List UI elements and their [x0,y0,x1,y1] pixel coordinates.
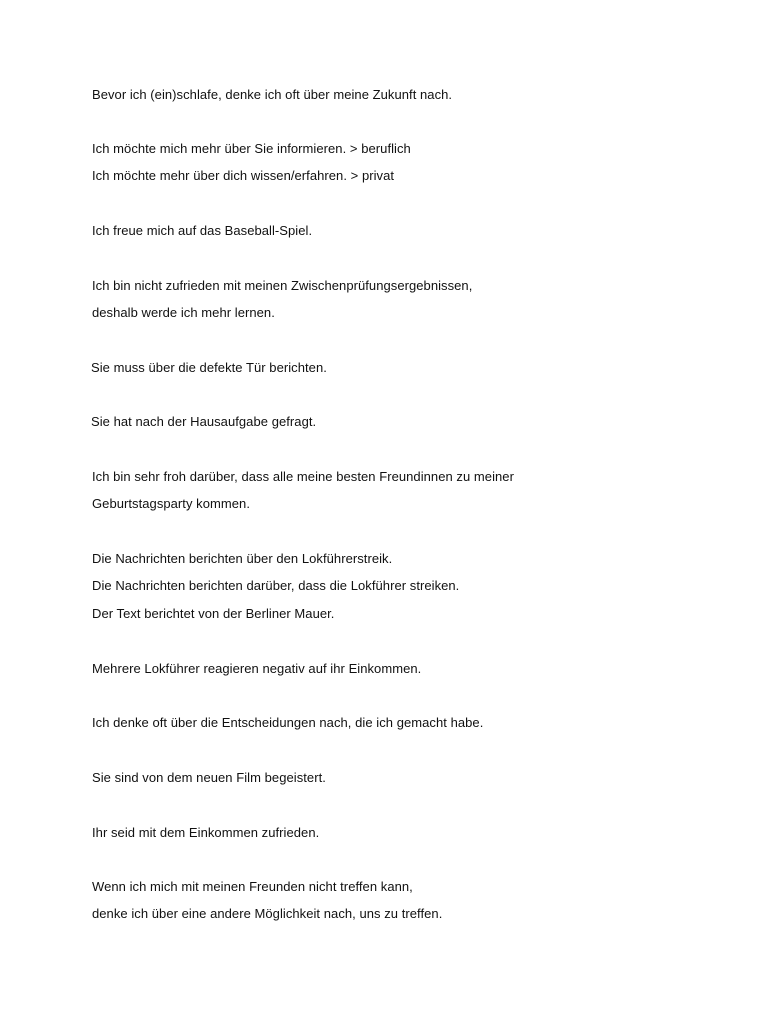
sentence-line: Sie sind von dem neuen Film begeistert. [92,770,326,785]
sentence-line: Ich möchte mich mehr über Sie informieren. > beruflich [92,141,411,156]
sentence-line: Sie muss über die defekte Tür berichten. [91,360,327,375]
sentence-line: Ich freue mich auf das Baseball-Spiel. [92,223,313,238]
sentence-line: Ich bin nicht zufrieden mit meinen Zwischenprüfungsergebnissen, [92,278,473,293]
sentence-line: Der Text berichtet von der Berliner Mauer. [92,606,335,621]
sentence-line: Ich bin sehr froh darüber, dass alle meine besten Freundinnen zu meiner [92,469,514,484]
sentence-line: Die Nachrichten berichten darüber, dass die Lokführer streiken. [92,578,460,593]
sentence-line: denke ich über eine andere Möglichkeit nach, uns zu treffen. [92,906,443,921]
sentence-line: Mehrere Lokführer reagieren negativ auf ihr Einkommen. [92,661,422,676]
sentence-line: Die Nachrichten berichten über den Lokführerstreik. [92,551,393,566]
sentence-line: Wenn ich mich mit meinen Freunden nicht treffen kann, [92,879,413,894]
sentence-line: Geburtstagsparty kommen. [92,496,250,511]
sentence-line: Sie hat nach der Hausaufgabe gefragt. [91,414,317,429]
sentence-line: Ich möchte mehr über dich wissen/erfahren. > privat [92,168,395,183]
sentence-line: deshalb werde ich mehr lernen. [92,305,275,320]
sentence-line: Ich denke oft über die Entscheidungen nach, die ich gemacht habe. [92,715,484,730]
sentence-line: Ihr seid mit dem Einkommen zufrieden. [92,825,320,840]
sentence-line: Bevor ich (ein)schlafe, denke ich oft über meine Zukunft nach. [92,87,453,102]
